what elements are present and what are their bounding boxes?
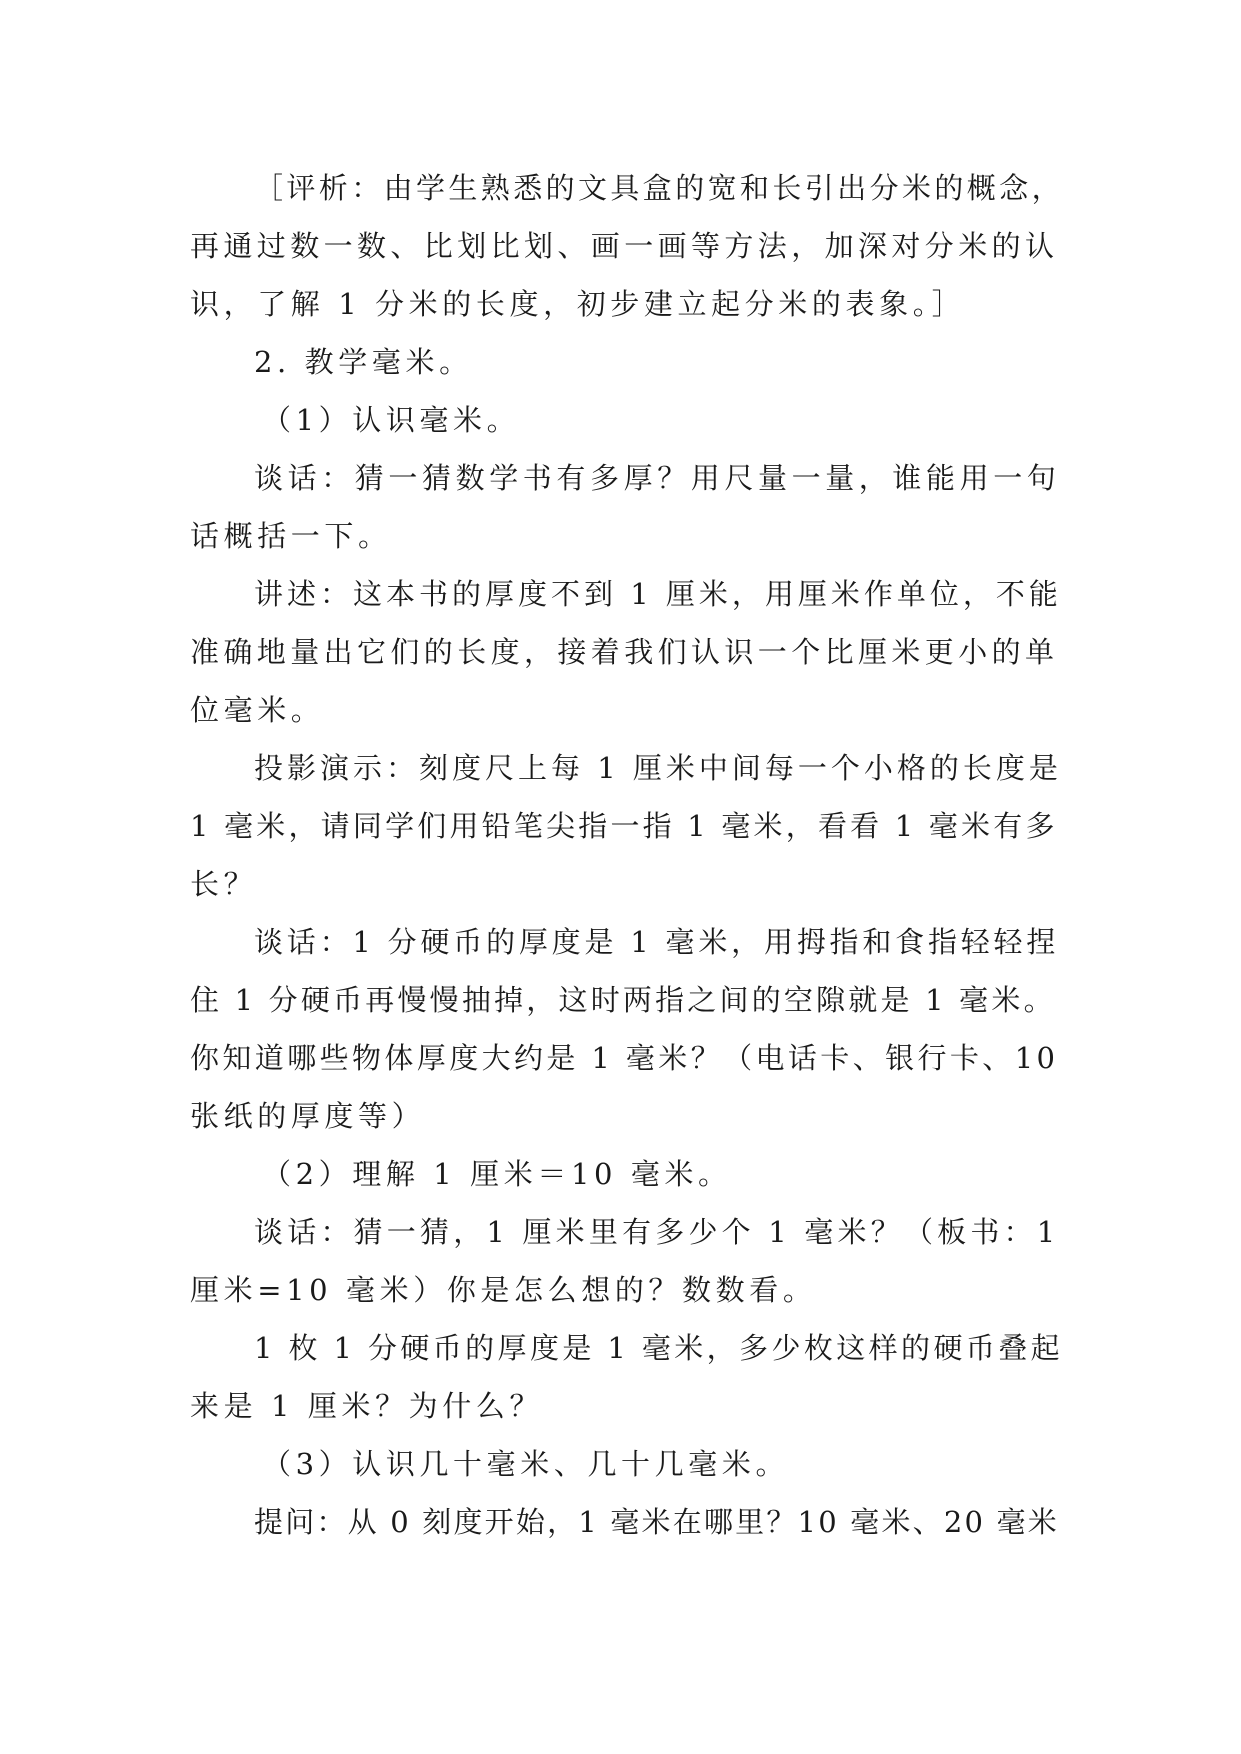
paragraph-line: 厘米=10 毫米）你是怎么想的？数数看。 [190,1273,817,1307]
paragraph-line: 准确地量出它们的长度，接着我们认识一个比厘米更小的单 [190,635,1059,669]
paragraph-line: 识，了解 1 分米的长度，初步建立起分米的表象。］ [190,287,966,321]
paragraph-line: 谈话：猜一猜数学书有多厚？用尺量一量，谁能用一句 [254,461,1061,495]
paragraph-line: 谈话：猜一猜，1 厘米里有多少个 1 毫米？（板书：1 [254,1215,1060,1249]
paragraph-line: 投影演示：刻度尺上每 1 厘米中间每一个小格的长度是 [254,751,1062,785]
paragraph-line: 提问：从 0 刻度开始，1 毫米在哪里？10 毫米、20 毫米 [254,1505,1059,1539]
paragraph-line: ［评析：由学生熟悉的文具盒的宽和长引出分米的概念， [254,171,1065,205]
paragraph-line: 住 1 分硬币再慢慢抽掉，这时两指之间的空隙就是 1 毫米。 [190,983,1056,1017]
paragraph-line: 讲述：这本书的厚度不到 1 厘米，用厘米作单位，不能 [254,577,1062,611]
paragraph-line: 张纸的厚度等） [190,1099,426,1133]
paragraph-line: 再通过数一数、比划比划、画一画等方法，加深对分米的认 [190,229,1059,263]
paragraph-line: 来是 1 厘米？为什么？ [190,1389,544,1423]
paragraph-line: 1 枚 1 分硬币的厚度是 1 毫米，多少枚这样的硬币叠起 [254,1331,1064,1365]
subsection-heading: （1）认识毫米。 [262,403,521,437]
paragraph-line: 谈话：1 分硬币的厚度是 1 毫米，用拇指和食指轻轻捏 [254,925,1060,959]
paragraph-line: 1 毫米，请同学们用铅笔尖指一指 1 毫米，看看 1 毫米有多 [190,809,1058,843]
paragraph-line: 话概括一下。 [190,519,392,553]
paragraph-line: 长？ [190,867,258,901]
paragraph-line: 位毫米。 [190,693,325,727]
subsection-heading: （2）理解 1 厘米＝10 毫米。 [262,1157,732,1191]
subsection-heading: （3）认识几十毫米、几十几毫米。 [262,1447,790,1481]
section-heading: 2. 教学毫米。 [254,345,473,379]
paragraph-line: 你知道哪些物体厚度大约是 1 毫米？（电话卡、银行卡、10 [190,1041,1059,1075]
